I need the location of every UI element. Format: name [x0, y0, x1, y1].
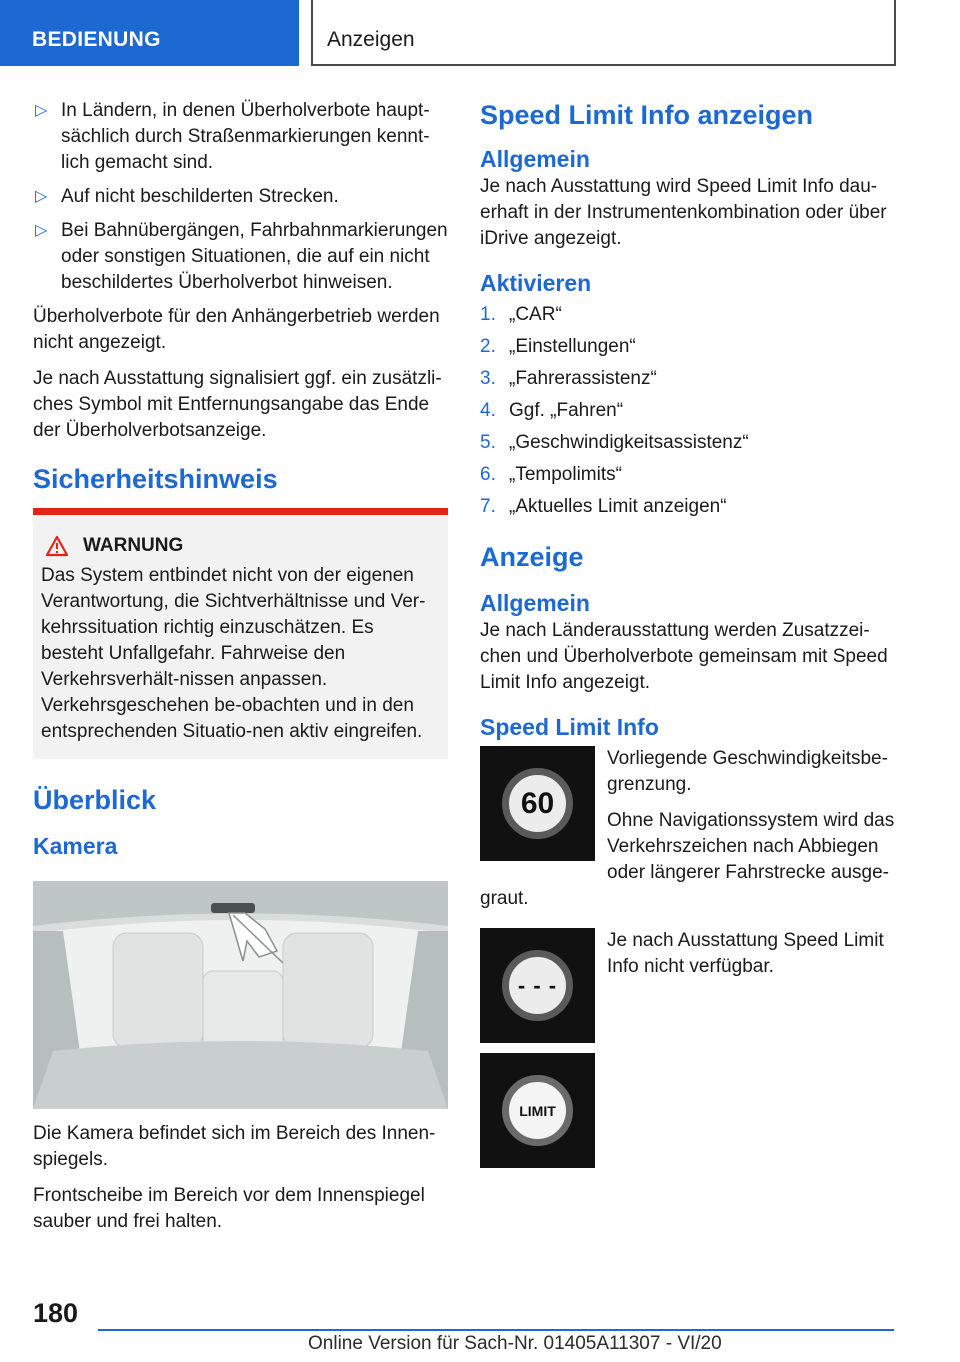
section-tab: BEDIENUNG: [0, 0, 299, 66]
sli-block-3: [480, 1043, 900, 1168]
list-item: ▷ In Ländern, in denen Überholverbote haupt-sächlich durch Straßenmarkierungen kennt-lich gemacht sind.: [35, 100, 430, 173]
list-item: ▷ Auf nicht beschilderten Strecken.: [33, 184, 448, 210]
triangle-bullet-icon: ▷: [35, 102, 48, 119]
sli-block-1: [480, 746, 900, 912]
page-header: [0, 0, 960, 66]
warning-box: [33, 508, 448, 759]
subsection-heading: Allgemein: [480, 146, 590, 172]
list-item: 3. „Fahrerassistenz“: [480, 368, 657, 389]
warning-triangle-icon: [45, 535, 69, 557]
list-item: 7. „Aktuelles Limit anzeigen“: [480, 496, 727, 517]
paragraph: Je nach Ausstattung Speed Limit Info nicht verfügbar.: [607, 930, 884, 977]
bullet-list: [33, 98, 448, 296]
list-item: 4. Ggf. „Fahren“: [480, 400, 624, 421]
list-item: 6. „Tempolimits“: [480, 464, 622, 485]
page-title: Anzeigen: [311, 0, 896, 66]
subsection-heading: Allgemein: [480, 590, 590, 616]
section-heading: Speed Limit Info anzeigen: [480, 100, 814, 130]
paragraph: Je nach Ausstattung wird Speed Limit Info dau-erhaft in der Instrumentenkombination oder über iDrive angezeigt.: [480, 176, 887, 249]
section-heading: Sicherheitshinweis: [33, 464, 278, 494]
subsection-heading: Aktivieren: [480, 270, 592, 296]
warning-text: Das System entbindet nicht von der eigenen Verantwortung, die Sichtverhältnisse und Ver-kehrssituation richtig einzuschätzen. Es besteht Unfallgefahr. Fahrweise den Verkehrsverhält-nissen anpassen. Verkehrsgeschehen be-obachten und in den entsprechenden Situatio-nen aktiv eingreifen.: [41, 565, 426, 742]
paragraph: Die Kamera befindet sich im Bereich des Innen-spiegels.: [33, 1123, 436, 1170]
paragraph: Überholverbote für den Anhängerbetrieb werden nicht angezeigt.: [33, 306, 440, 353]
triangle-bullet-icon: ▷: [35, 222, 48, 239]
steps-list: [480, 302, 900, 520]
right-column: [480, 98, 900, 1168]
list-item: 2. „Einstellungen“: [480, 336, 636, 357]
paragraph: Vorliegende Geschwindigkeitsbe-grenzung.: [607, 748, 888, 795]
paragraph: Je nach Länderausstattung werden Zusatzzei-chen und Überholverbote gemeinsam mit Speed Limit Info angezeigt.: [480, 620, 888, 693]
footer-divider: [98, 1329, 894, 1331]
list-item: ▷ Bei Bahnübergängen, Fahrbahnmarkierungen oder sonstigen Situationen, die auf ein nicht beschildertes Überholverbot hinweisen.: [35, 220, 448, 293]
paragraph: Ohne Navigationssystem wird das Verkehrszeichen nach Abbiegen oder längerer Fahrstrecke ausge-graut.: [480, 810, 895, 909]
list-item: 5. „Geschwindigkeitsassistenz“: [480, 432, 749, 453]
subsection-heading: Kamera: [33, 833, 118, 859]
subsection-heading: Speed Limit Info: [480, 714, 659, 740]
speed-limit-sign-image: 60: [480, 746, 595, 861]
page-number: 180: [33, 1298, 79, 1328]
paragraph: Frontscheibe im Bereich vor dem Innenspiegel sauber und frei halten.: [33, 1185, 425, 1232]
limit-sign-image: LIMIT: [480, 1053, 595, 1168]
paragraph: Je nach Ausstattung signalisiert ggf. ein zusätzli-ches Symbol mit Entfernungsangabe das Ende der Überholverbotsanzeige.: [33, 368, 442, 441]
section-heading: Anzeige: [480, 542, 584, 572]
left-column: [33, 98, 448, 1245]
camera-location-image: [33, 881, 448, 1109]
speed-limit-unavailable-image: - - -: [480, 928, 595, 1043]
warning-label: WARNUNG: [83, 535, 184, 556]
list-item: 1. „CAR“: [480, 304, 562, 325]
triangle-bullet-icon: ▷: [35, 188, 48, 205]
sli-block-2: [480, 912, 900, 998]
section-heading: Überblick: [33, 785, 157, 815]
footer-text: Online Version für Sach-Nr. 01405A11307 - VI/20: [308, 1333, 722, 1354]
